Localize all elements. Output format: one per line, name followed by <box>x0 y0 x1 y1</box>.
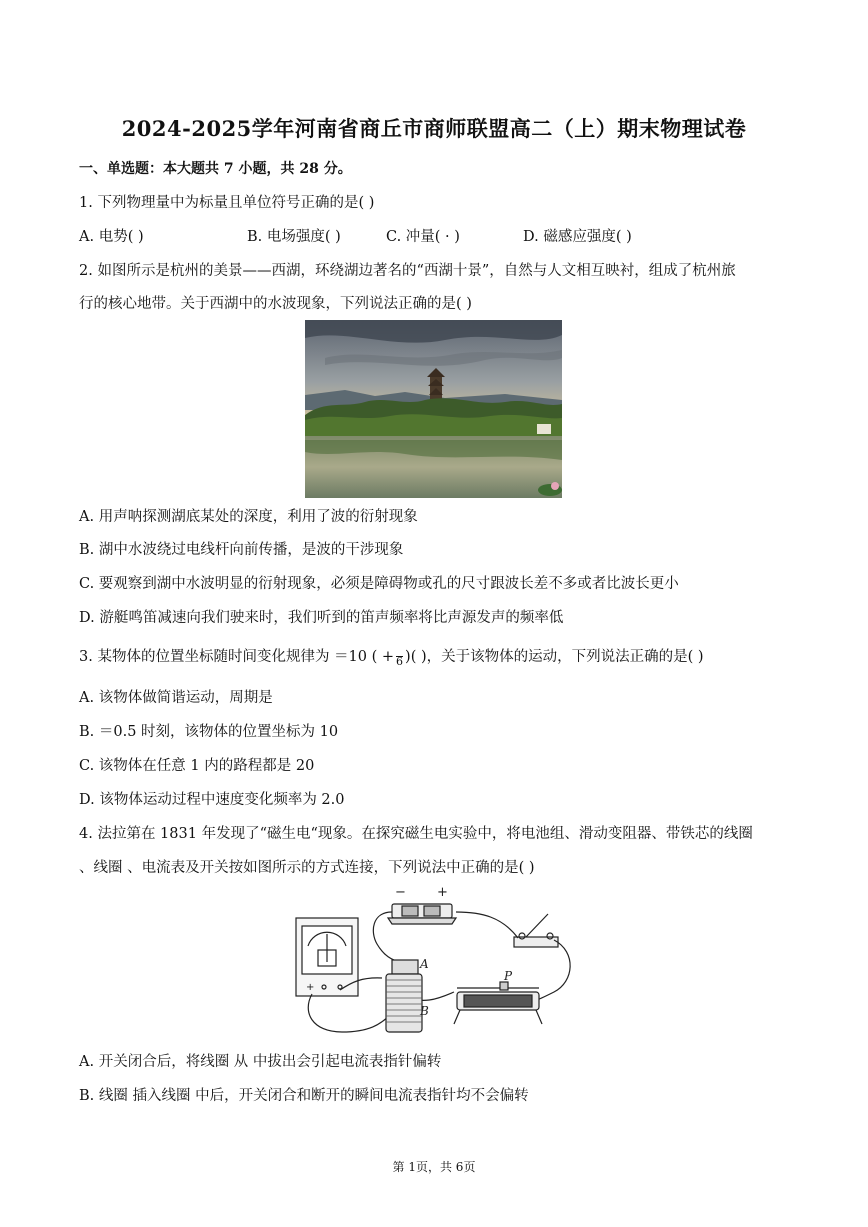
circuit-diagram <box>292 882 578 1042</box>
question-1-option-b: B. 电场强度( ) <box>247 229 341 245</box>
question-2-option-a: A. 用声呐探测湖底某处的深度，利用了波的衍射现象 <box>79 509 418 525</box>
fraction-denominator: 6 <box>396 655 404 668</box>
svg-text:+: + <box>306 982 315 993</box>
question-4-stem-line1: 4. 法拉第在 1831 年发现了“磁生电“现象。在探究磁生电实验中，将电池组、滑动变阻器、带铁芯的线圈 <box>79 826 753 842</box>
question-1-option-a: A. 电势( ) <box>79 229 144 245</box>
question-3-stem <box>79 647 704 667</box>
question-4-option-a: A. 开关闭合后，将线圈 从 中拔出会引起电流表指针偏转 <box>79 1054 442 1070</box>
question-1-option-c: C. 冲量( · ) <box>386 229 460 245</box>
question-3-option-b: B. ＝0.5 时刻，该物体的位置坐标为 10 <box>79 724 339 740</box>
question-4-stem-line2: 、线圈 、电流表及开关按如图所示的方式连接，下列说法中正确的是( ) <box>79 860 535 876</box>
question-1-stem: 1. 下列物理量中为标量且单位符号正确的是( ) <box>79 195 375 211</box>
question-2-stem-line2: 行的核心地带。关于西湖中的水波现象，下列说法正确的是( ) <box>79 296 472 312</box>
question-3-stem-part1: 3. 某物体的位置坐标随时间变化规律为 ＝10 ( + <box>79 649 395 665</box>
section-heading: 一、单选题：本大题共 7 小题，共 28 分。 <box>79 161 352 177</box>
question-2-option-d: D. 游艇鸣笛减速向我们驶来时，我们听到的笛声频率将比声源发声的频率低 <box>79 610 564 626</box>
fraction <box>396 647 403 667</box>
slider-p-label: P <box>504 969 513 983</box>
question-2-option-c: C. 要观察到湖中水波明显的衍射现象，必须是障碍物或孔的尺寸跟波长差不多或者比波长更小 <box>79 576 679 592</box>
coil-b-label: B <box>420 1004 429 1018</box>
question-3-stem-part2: )( )，关于该物体的运动，下列说法正确的是( ) <box>405 649 704 665</box>
page-title: 2024-2025学年河南省商丘市商师联盟高二（上）期末物理试卷 <box>121 116 747 141</box>
question-4-option-b: B. 线圈 插入线圈 中后，开关闭合和断开的瞬间电流表指针均不会偏转 <box>79 1088 529 1104</box>
question-3-option-d: D. 该物体运动过程中速度变化频率为 2.0 <box>79 792 345 808</box>
page-footer: 第 1页，共 6页 <box>392 1160 476 1174</box>
battery-plus-label: + <box>437 885 448 900</box>
question-2-stem-line1: 2. 如图所示是杭州的美景——西湖，环绕湖边著名的“西湖十景”，自然与人文相互映衬，组成了杭州旅 <box>79 263 736 279</box>
question-3-option-a: A. 该物体做简谐运动，周期是 <box>79 690 273 706</box>
coil-a-label: A <box>420 957 429 971</box>
question-1-option-d: D. 磁感应强度( ) <box>523 229 632 245</box>
west-lake-photo <box>305 320 562 498</box>
battery-minus-label: − <box>395 885 406 900</box>
question-2-option-b: B. 湖中水波绕过电线杆向前传播，是波的干涉现象 <box>79 542 404 558</box>
question-3-option-c: C. 该物体在任意 1 内的路程都是 20 <box>79 758 315 774</box>
